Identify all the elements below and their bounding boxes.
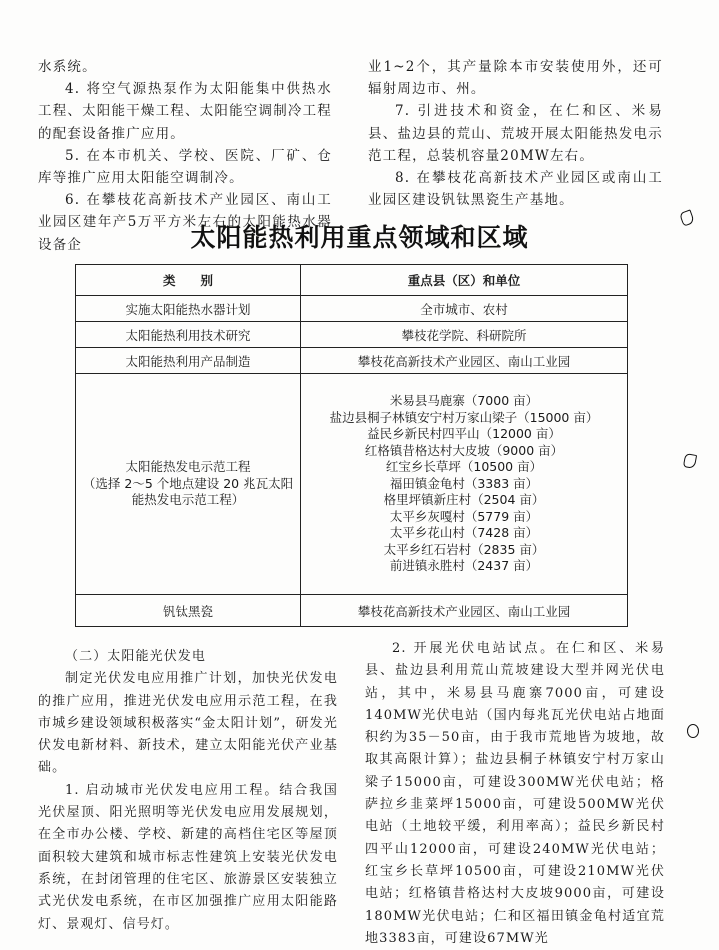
cell-category [76, 374, 301, 595]
unit-item: 格里坪镇新庄村（2504 亩） [383, 492, 545, 508]
table-header-row [76, 265, 628, 296]
unit-item: 太平乡花山村（7428 亩） [389, 525, 539, 541]
cell-category: 太阳能热利用技术研究 [76, 322, 301, 348]
bottom-right-column [365, 638, 665, 950]
cell-units: 攀枝花学院、科研院所 [301, 322, 628, 348]
paragraph: 7. 引进技术和资金，在仁和区、米易县、盐边县的荒山、荒坡开展太阳能热发电示范工程，总装机容量20MW左右。 [368, 103, 663, 164]
paragraph: 4. 将空气源热泵作为太阳能集中供热水工程、太阳能干燥工程、太阳能空调制冷工程的配套设备推广应用。 [38, 81, 332, 142]
paragraph: 8. 在攀枝花高新技术产业园区或南山工业园区建设钒钛黑瓷生产基地。 [368, 170, 663, 209]
cell-units [301, 374, 628, 595]
focus-areas-table [75, 264, 628, 627]
paragraph: 5. 在本市机关、学校、医院、厂矿、仓库等推广应用太阳能空调制冷。 [38, 147, 332, 187]
top-right-column [368, 56, 663, 211]
header-units: 重点县（区）和单位 [301, 265, 628, 296]
table-row [76, 348, 628, 374]
binding-hole-mark [687, 724, 699, 738]
unit-item: 盐边县桐子林镇安宁村万家山梁子（15000 亩） [329, 409, 599, 425]
binding-hole-mark [683, 453, 697, 469]
cell-units: 全市城市、农村 [301, 296, 628, 322]
category-title: 太阳能热发电示范工程 [125, 459, 251, 475]
unit-item: 福田镇金龟村（3383 亩） [389, 475, 539, 491]
section-heading: （二）太阳能光伏发电 [65, 649, 207, 664]
paragraph: 2. 开展光伏电站试点。在仁和区、米易县、盐边县利用荒山荒坡建设大型并网光伏电站，其中，米易县马鹿寨7000亩，可建设140MW光伏电站（国内每兆瓦光伏电站占地面积约为35－50亩，由于我市荒地皆为坡地，故取其高限计算）；盐边县桐子林镇安宁村万家山梁子15000亩，可建设300MW光伏电站；格萨拉乡韭菜坪15000亩，可建设500MW光伏电站（土地较平缓，利用率高）；益民乡新民村四平山12000亩，可建设240MW光伏电站；红宝乡长草坪10500亩，可建设210MW光伏电站；红格镇昔格达村大皮坡9000亩，可建设180MW光伏电站；仁和区福田镇金龟村适宜荒地3383亩，可建设67MW光 [365, 641, 665, 946]
header-category: 类 别 [76, 265, 301, 296]
unit-item: 太平乡红石岩村（2835 亩） [383, 541, 545, 557]
unit-item: 益民乡新民村四平山（12000 亩） [367, 426, 561, 442]
unit-item: 红格镇昔格达村大皮坡（9000 亩） [364, 442, 564, 458]
paragraph: 6. 在攀枝花高新技术产业园区、南山工业园区建年产5万平方米左右的太阳能热水器设备企 [38, 192, 332, 253]
paragraph: 制定光伏发电应用推广计划，加快光伏发电的推广应用，推进光伏发电应用示范工程，在我市城乡建设领域积极落实“金太阳计划”，研发光伏发电新材料、新技术，建立太阳能光伏产业基础。 [38, 671, 338, 776]
unit-item: 太平乡灰嘎村（5779 亩） [389, 508, 539, 524]
paragraph: 1. 启动城市光伏发电应用工程。结合我国光伏屋顶、阳光照明等光伏发电应用发展规划，在全市办公楼、学校、新建的高档住宅区等屋顶面积较大建筑和城市标志性建筑上安装光伏发电系统，在封闭管理的住宅区、旅游景区安装独立式光伏发电系统，在市区加强推广应用太阳能路灯、景观灯、信号灯。 [38, 782, 338, 932]
bottom-left-column [38, 646, 338, 936]
table-title: 太阳能热利用重点领域和区域 [190, 223, 529, 252]
paragraph: 业1~2个，其产量除本市安装使用外，还可辐射周边市、州。 [368, 59, 663, 98]
table-row [76, 374, 628, 595]
cell-units: 攀枝花高新技术产业园区、南山工业园 [301, 595, 628, 627]
cell-category: 实施太阳能热水器计划 [76, 296, 301, 322]
unit-item: 红宝乡长草坪（10500 亩） [385, 459, 543, 475]
paragraph: 水系统。 [38, 59, 97, 75]
unit-item: 前进镇永胜村（2437 亩） [389, 558, 539, 574]
cell-units: 攀枝花高新技术产业园区、南山工业园 [301, 348, 628, 374]
table-row [76, 322, 628, 348]
cell-category: 钒钛黑瓷 [76, 595, 301, 627]
table-row [76, 296, 628, 322]
cell-category: 太阳能热利用产品制造 [76, 348, 301, 374]
unit-item: 米易县马鹿寨（7000 亩） [389, 393, 539, 409]
table-row [76, 595, 628, 627]
category-note: （选择 2～5 个地点建设 20 兆瓦太阳能热发电示范工程） [82, 475, 294, 508]
